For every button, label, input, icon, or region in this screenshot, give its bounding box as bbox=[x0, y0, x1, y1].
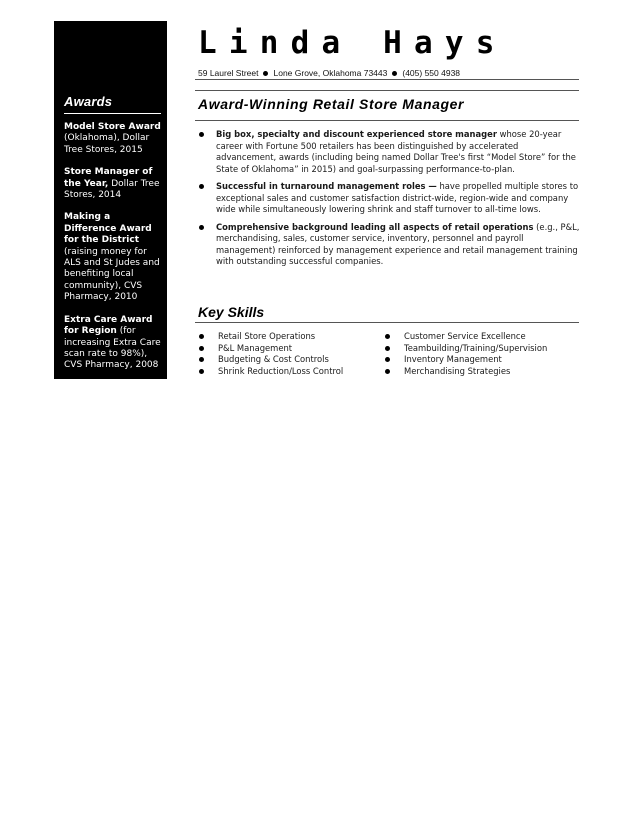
bullet-text: (e.g., P&L, merchandising, sales, customer service, inventory, personnel and payroll management) reinforced by management experience and retail management training with outstanding successful companies. bbox=[216, 221, 580, 266]
bullet-lead: Successful in turnaround management roles — bbox=[216, 181, 437, 191]
skill-label: Shrink Reduction/Loss Control bbox=[218, 366, 344, 377]
separator-dot-icon bbox=[392, 71, 397, 76]
contact-line bbox=[198, 68, 460, 78]
candidate-name: Linda Hays bbox=[198, 25, 507, 61]
award-name: Making a Difference Award for the District bbox=[64, 212, 152, 246]
bullet-lead: Big box, specialty and discount experienced store manager bbox=[216, 129, 497, 139]
award-item bbox=[64, 212, 163, 303]
summary-bullet bbox=[198, 181, 580, 216]
skill-label: Teambuilding/Training/Supervision bbox=[404, 342, 548, 353]
skill-item bbox=[198, 343, 383, 355]
contact-phone: (405) 550 4938 bbox=[402, 68, 461, 78]
bullet-icon bbox=[199, 369, 204, 374]
bullet-icon bbox=[385, 369, 390, 374]
award-detail: (for increasing Extra Care scan rate to 98%), CVS Pharmacy, 2008 bbox=[64, 326, 161, 371]
skills-list-right bbox=[384, 331, 580, 378]
skill-item bbox=[384, 331, 580, 343]
award-item bbox=[64, 167, 163, 201]
awards-list bbox=[64, 122, 163, 383]
summary-bullet bbox=[198, 222, 580, 268]
award-detail: (Oklahoma), Dollar Tree Stores, 2015 bbox=[64, 133, 150, 155]
award-name: Model Store Award bbox=[64, 122, 161, 132]
header-divider bbox=[195, 90, 579, 91]
award-name: Extra Care Award for Region bbox=[64, 314, 153, 337]
summary-bullets bbox=[198, 129, 580, 274]
skill-label: Budgeting & Cost Controls bbox=[218, 354, 329, 365]
award-detail: (raising money for ALS and St Judes and benefiting local community), CVS Pharmacy, 2010 bbox=[64, 246, 160, 303]
summary-headline: Award-Winning Retail Store Manager bbox=[198, 96, 465, 112]
bullet-icon bbox=[385, 334, 390, 339]
skill-label: Merchandising Strategies bbox=[404, 366, 511, 377]
award-name: Store Manager of the Year, bbox=[64, 167, 153, 189]
award-item bbox=[64, 315, 163, 372]
bullet-icon bbox=[385, 346, 390, 351]
skill-label: Retail Store Operations bbox=[218, 331, 316, 341]
award-detail: Dollar Tree Stores, 2014 bbox=[64, 178, 160, 201]
skill-item bbox=[384, 343, 580, 355]
skill-item bbox=[384, 366, 580, 378]
skills-divider bbox=[195, 322, 579, 323]
award-item bbox=[64, 122, 163, 156]
bullet-icon bbox=[199, 184, 204, 189]
headline-divider bbox=[195, 120, 579, 121]
bullet-text: have propelled multiple stores to exceptional sales and customer satisfaction district-wide, region-wide and company wide while simultaneously lowering shrink and staff turnover to all-time lows. bbox=[216, 181, 579, 214]
contact-address: 59 Laurel Street bbox=[198, 68, 259, 78]
skill-item bbox=[384, 354, 580, 366]
contact-city: Lone Grove, Oklahoma 73443 bbox=[273, 68, 388, 78]
bullet-icon bbox=[199, 346, 204, 351]
bullet-text: whose 20-year career with Fortune 500 retailers has been distinguished by accelerated advancement, awards (including being named Dollar Tree's first “Model Store” for the State of Oklahoma” in 2015) and goal-surpassing performance-to-plan. bbox=[216, 129, 576, 174]
summary-bullet bbox=[198, 129, 580, 175]
separator-dot-icon bbox=[263, 71, 268, 76]
bullet-icon bbox=[199, 132, 204, 137]
skills-list-left bbox=[198, 331, 383, 378]
awards-divider bbox=[64, 113, 161, 114]
skill-label: Inventory Management bbox=[404, 354, 502, 365]
skill-item bbox=[198, 366, 383, 378]
bullet-lead: Comprehensive background leading all aspects of retail operations bbox=[216, 221, 534, 232]
skill-item bbox=[198, 354, 383, 366]
skill-label: P&L Management bbox=[218, 342, 293, 353]
skills-heading: Key Skills bbox=[198, 304, 265, 320]
bullet-icon bbox=[199, 334, 204, 339]
bullet-icon bbox=[199, 225, 204, 230]
awards-sidebar bbox=[54, 21, 167, 379]
awards-heading: Awards bbox=[64, 94, 113, 109]
header-divider bbox=[195, 79, 579, 80]
bullet-icon bbox=[385, 357, 390, 362]
skill-label: Customer Service Excellence bbox=[404, 331, 526, 341]
bullet-icon bbox=[199, 357, 204, 362]
skill-item bbox=[198, 331, 383, 343]
